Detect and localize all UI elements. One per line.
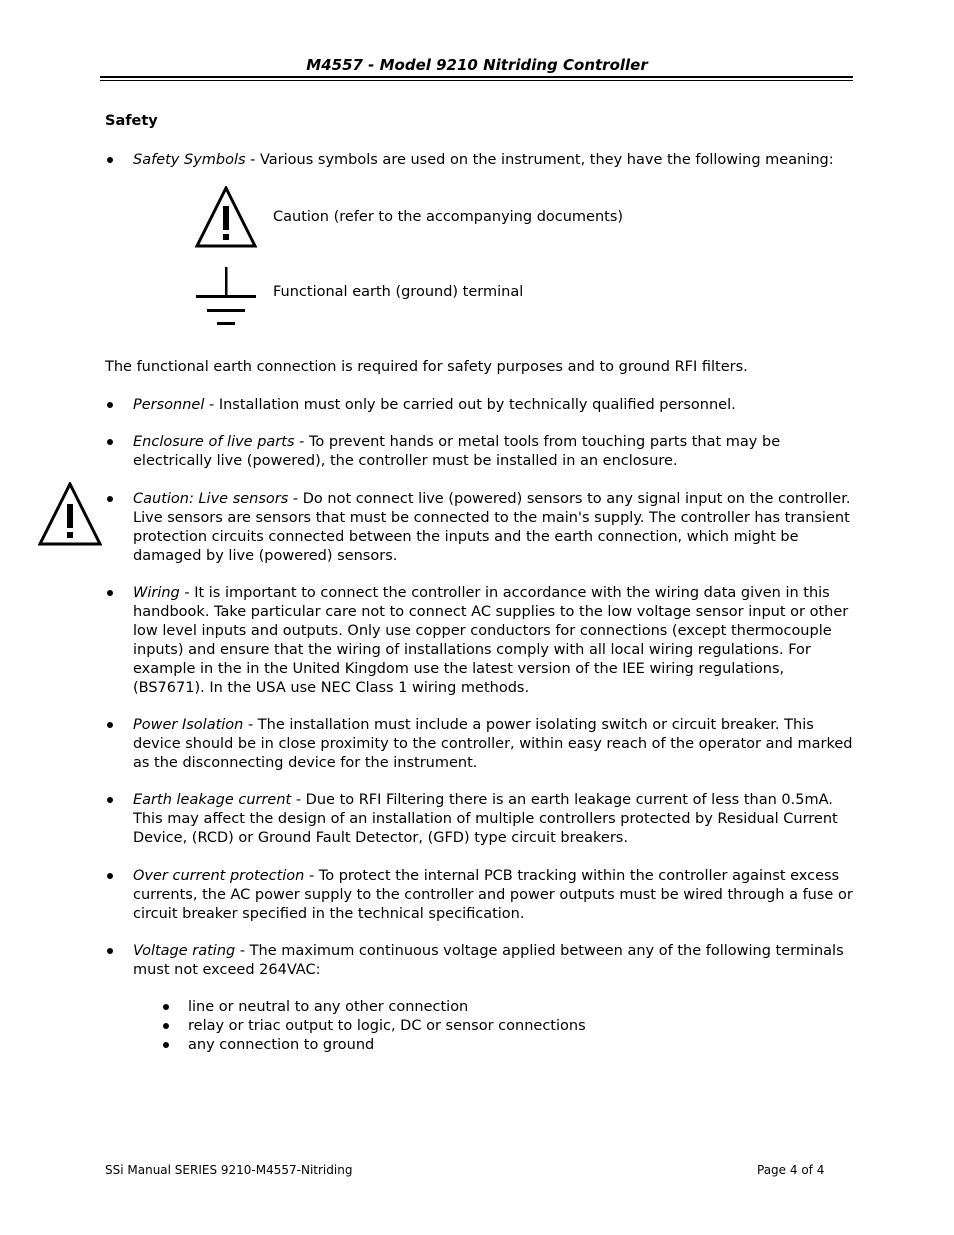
- bullet-earth-leakage: [133, 791, 853, 848]
- bullet-live-sensors: [133, 490, 853, 566]
- bullet-voltage-rating: [133, 942, 853, 980]
- bullet-text: - Installation must only be carried out by technically qualified personnel.: [204, 397, 736, 413]
- bullet-term: Personnel: [133, 397, 205, 413]
- bullet-text: - To protect the internal PCB tracking within the controller against excess currents, the AC power supply to the controller and power outputs must be wired through a fuse or circuit breaker specified in the technical specification.: [133, 868, 853, 922]
- bullet-dot: [107, 496, 113, 502]
- bullet-term: Earth leakage current: [133, 792, 292, 808]
- bullet-term: Power Isolation: [133, 717, 244, 733]
- bullet-wiring: [133, 584, 853, 698]
- bullet-term: Safety Symbols: [133, 152, 246, 168]
- bullet-text: - The installation must include a power isolating switch or circuit breaker. This device should be in close proximity to the controller, within easy reach of the operator and marked as the disconnecting device for the instrument.: [133, 717, 853, 771]
- bullet-dot: [107, 722, 113, 728]
- sub-item: relay or triac output to logic, DC or sensor connections: [188, 1018, 586, 1034]
- bullet-term: Enclosure of live parts: [133, 434, 295, 450]
- caution-symbol-description: Caution (refer to the accompanying documents): [273, 209, 624, 225]
- bullet-text: - To prevent hands or metal tools from touching parts that may be electrically live (powered), the controller must be installed in an enclosure.: [133, 434, 781, 469]
- bullet-term: Caution: Live sensors: [133, 491, 289, 507]
- bullet-power-isolation: [133, 716, 853, 773]
- bullet-text: - It is important to connect the controller in accordance with the wiring data given in this handbook. Take particular care not to connect AC supplies to the low voltage sensor input or other low level inputs and outputs. Only use copper conductors for connections (except thermocouple inputs) and ensure that the wiring of installations comply with all local wiring regulations. For example in the in the United Kingdom use the latest version of the IEE wiring regulations, (BS7671). In the USA use NEC Class 1 wiring methods.: [133, 585, 849, 696]
- sub-item: line or neutral to any other connection: [188, 999, 469, 1015]
- bullet-enclosure: [133, 433, 853, 471]
- bullet-dot: [107, 873, 113, 879]
- caution-triangle-icon: [195, 186, 257, 248]
- footer-manual-name: SSi Manual SERIES 9210-M4557-Nitriding: [105, 1163, 353, 1177]
- sub-bullet-dot: [163, 1042, 169, 1048]
- bullet-term: Voltage rating: [133, 943, 236, 959]
- earth-connection-note: The functional earth connection is required for safety purposes and to ground RFI filters.: [105, 359, 748, 375]
- sub-bullet-dot: [163, 1004, 169, 1010]
- live-sensor-caution-icon: [38, 482, 102, 546]
- header-rule-thin: [100, 80, 853, 81]
- bullet-dot: [107, 439, 113, 445]
- bullet-term: Over current protection: [133, 868, 305, 884]
- sub-bullet-dot: [163, 1023, 169, 1029]
- bullet-text: - Due to RFI Filtering there is an earth leakage current of less than 0.5mA. This may affect the design of an installation of multiple controllers protected by Residual Current Device, (RCD) or Ground Fault Detector, (GFD) type circuit breakers.: [133, 792, 838, 846]
- bullet-safety-symbols: [133, 151, 853, 170]
- bullet-dot: [107, 402, 113, 408]
- section-heading: Safety: [105, 113, 158, 129]
- header-rule-thick: [100, 76, 853, 78]
- functional-earth-icon: [194, 266, 258, 330]
- document-title: M4557 - Model 9210 Nitriding Controller: [306, 56, 648, 74]
- footer-page-number: Page 4 of 4: [757, 1163, 825, 1177]
- bullet-dot: [107, 590, 113, 596]
- bullet-over-current: [133, 867, 853, 924]
- bullet-text: - Do not connect live (powered) sensors to any signal input on the controller. Live sensors are sensors that must be connected to the main's supply. The controller has transient protection circuits connected between the inputs and the earth connection, which might be damaged by live (powered) sensors.: [133, 491, 851, 564]
- bullet-dot: [107, 948, 113, 954]
- sub-item: any connection to ground: [188, 1037, 375, 1053]
- bullet-dot: [107, 157, 113, 163]
- bullet-term: Wiring: [133, 585, 180, 601]
- bullet-text: - Various symbols are used on the instrument, they have the following meaning:: [245, 152, 834, 168]
- bullet-personnel: [133, 396, 853, 415]
- bullet-dot: [107, 797, 113, 803]
- earth-symbol-description: Functional earth (ground) terminal: [273, 284, 524, 300]
- bullet-text: - The maximum continuous voltage applied between any of the following terminals must not exceed 264VAC:: [133, 943, 844, 978]
